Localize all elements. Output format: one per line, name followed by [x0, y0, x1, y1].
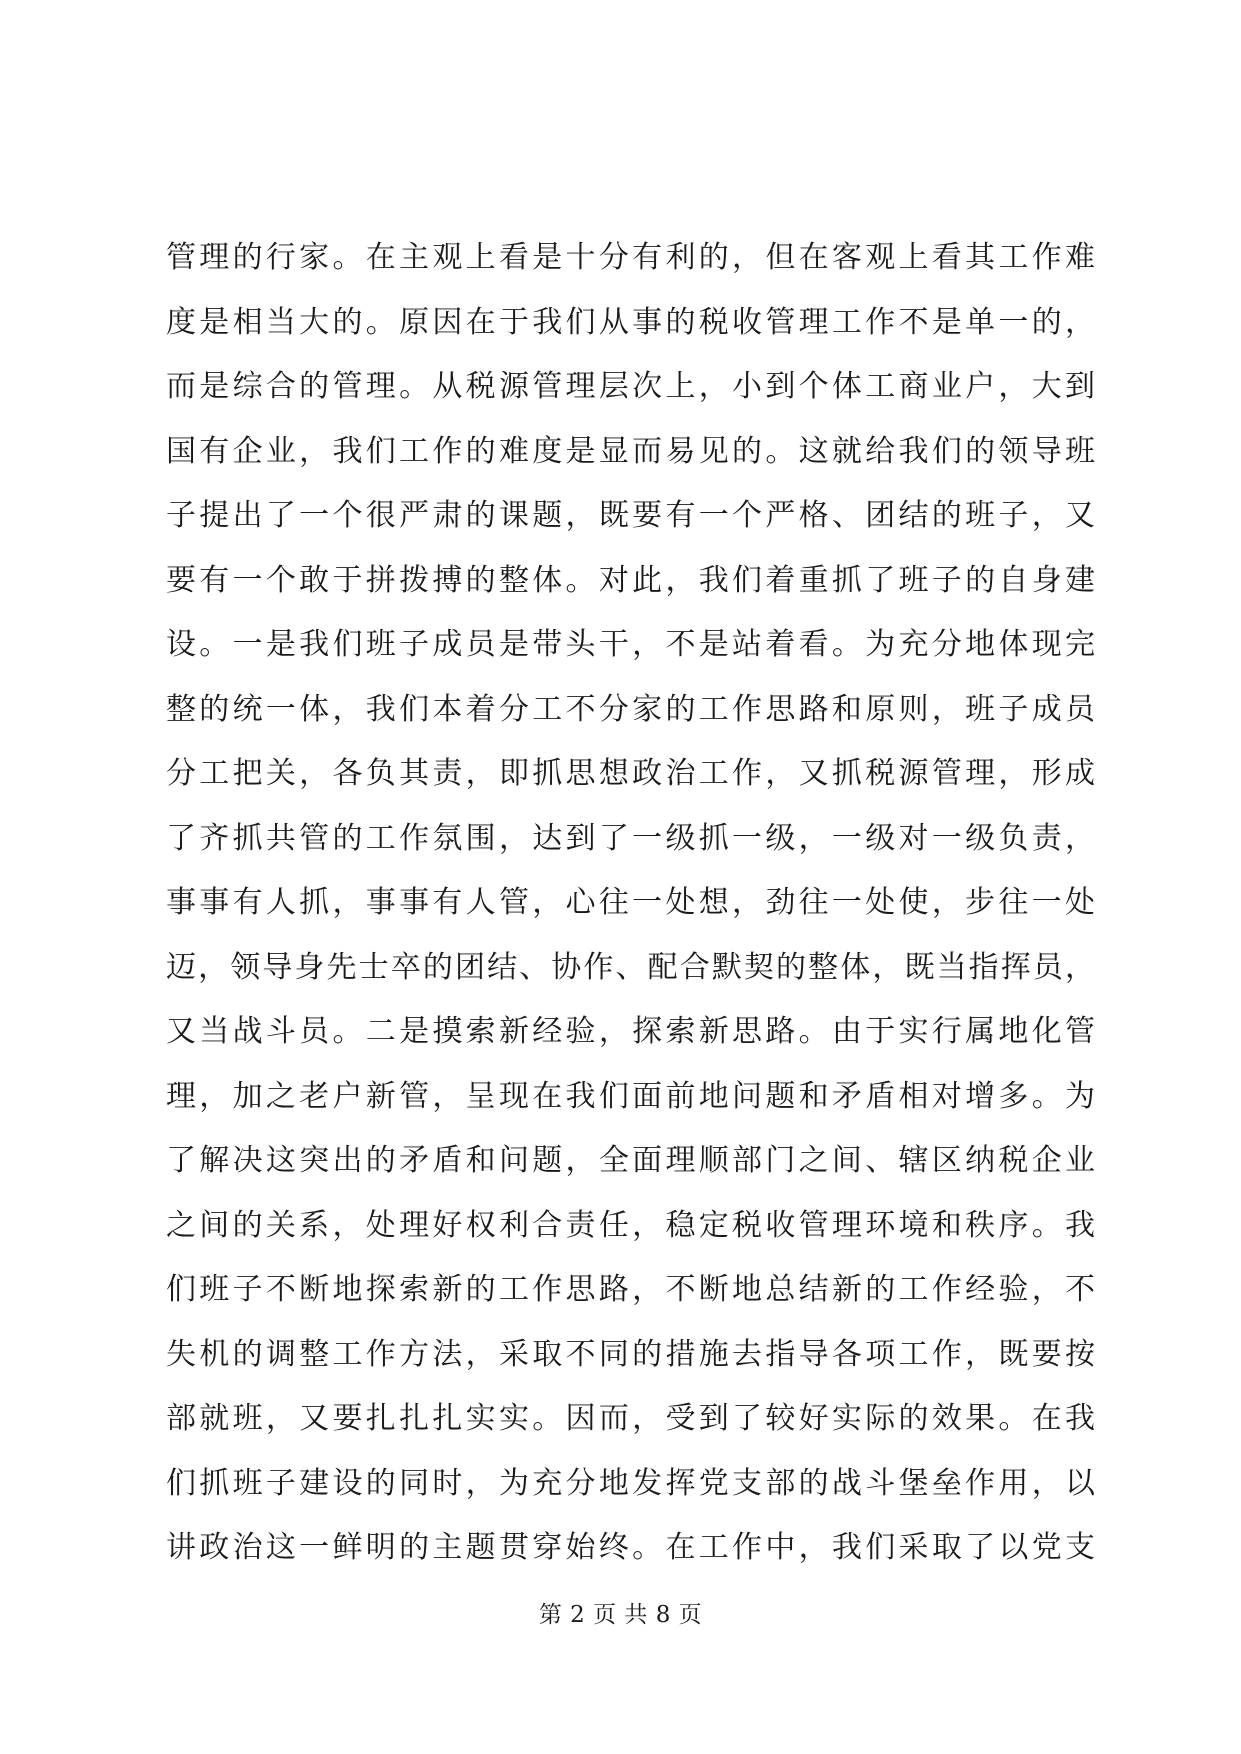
text-line-1: 管理的行家。在主观上看是十分有利的，但在客观上看其工作难: [166, 240, 1096, 275]
text-line-19: 部就班，又要扎扎扎实实。因而，受到了较好实际的效果。在我: [166, 1401, 1096, 1436]
text-line-16: 之间的关系，处理好权利合责任，稳定税收管理环境和秩序。我: [166, 1207, 1096, 1243]
text-line-7: 设。一是我们班子成员是带头干，不是站着看。为充分地体现完: [166, 627, 1096, 662]
text-line-5: 子提出了一个很严肃的课题，既要有一个严格、团结的班子，又: [166, 498, 1096, 533]
body-paragraph: [166, 226, 1096, 1581]
text-line-11: 事事有人抓，事事有人管，心往一处想，劲往一处使，步往一处: [166, 885, 1096, 920]
text-line-9: 分工把关，各负其责，即抓思想政治工作，又抓税源管理，形成: [166, 756, 1096, 791]
text-line-3: 而是综合的管理。从税源管理层次上，小到个体工商业户，大到: [166, 369, 1096, 404]
text-line-10: 了齐抓共管的工作氛围，达到了一级抓一级，一级对一级负责，: [166, 820, 1096, 856]
text-line-13: 又当战斗员。二是摸索新经验，探索新思路。由于实行属地化管: [166, 1014, 1096, 1049]
text-line-2: 度是相当大的。原因在于我们从事的税收管理工作不是单一的，: [166, 304, 1096, 340]
text-line-12: 迈，领导身先士卒的团结、协作、配合默契的整体，既当指挥员，: [166, 949, 1096, 985]
text-line-6: 要有一个敢于拼拨搏的整体。对此，我们着重抓了班子的自身建: [166, 562, 1096, 598]
text-line-15: 了解决这突出的矛盾和问题，全面理顺部门之间、辖区纳税企业: [166, 1143, 1096, 1178]
text-line-20: 们抓班子建设的同时，为充分地发挥党支部的战斗堡垒作用，以: [166, 1465, 1096, 1501]
text-line-14: 理，加之老户新管，呈现在我们面前地问题和矛盾相对增多。为: [166, 1078, 1096, 1114]
text-line-8: 整的统一体，我们本着分工不分家的工作思路和原则，班子成员: [166, 691, 1096, 727]
text-line-17: 们班子不断地探索新的工作思路，不断地总结新的工作经验，不: [166, 1272, 1096, 1307]
text-line-4: 国有企业，我们工作的难度是显而易见的。这就给我们的领导班: [166, 433, 1096, 469]
page-footer: 第 2 页 共 8 页: [538, 1602, 703, 1628]
text-line-21: 讲政治这一鲜明的主题贯穿始终。在工作中，我们采取了以党支: [166, 1530, 1096, 1565]
text-line-18: 失机的调整工作方法，采取不同的措施去指导各项工作，既要按: [166, 1336, 1096, 1372]
